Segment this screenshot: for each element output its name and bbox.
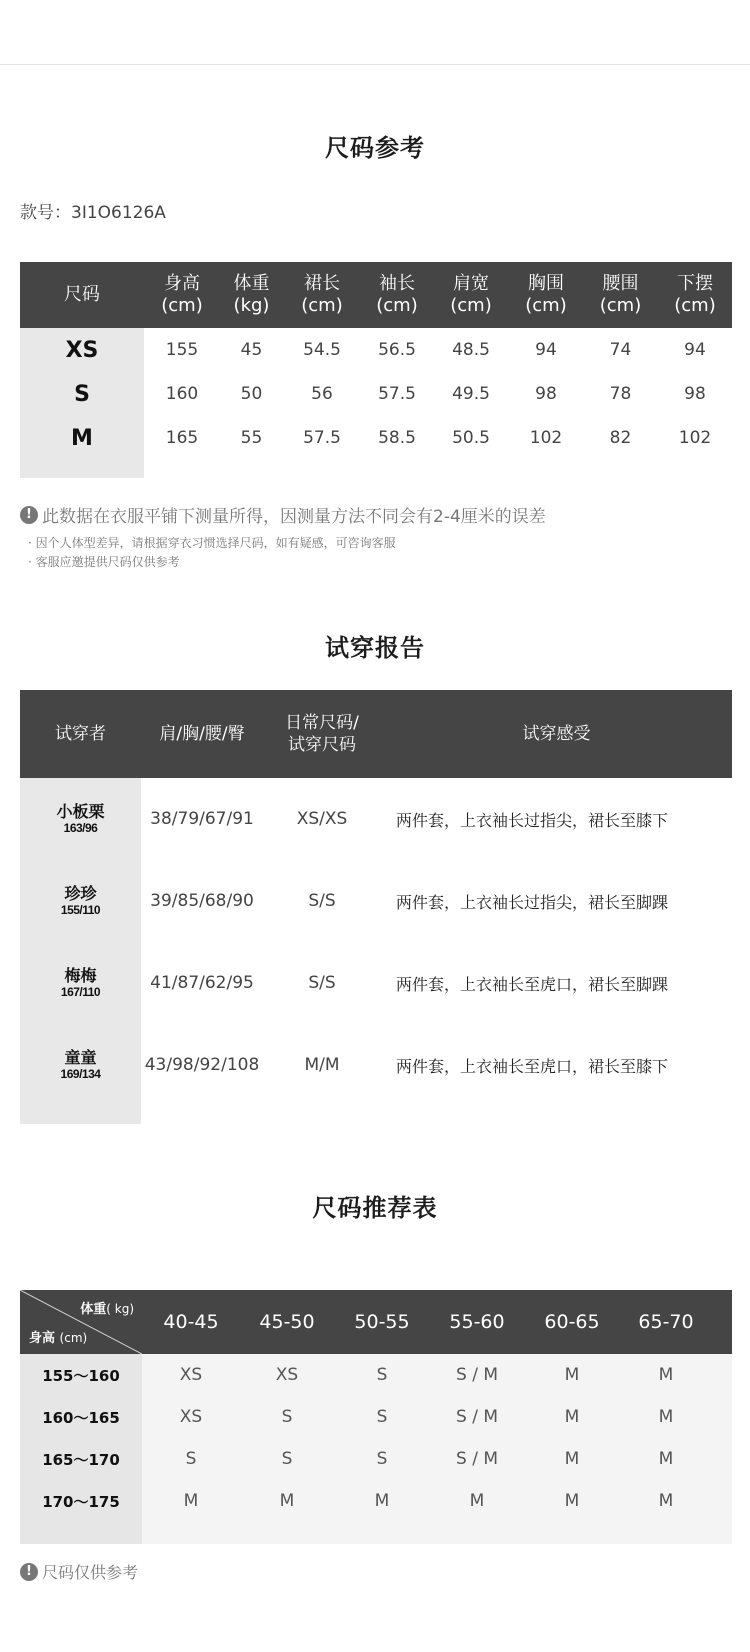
cell: 50.5 — [452, 428, 490, 448]
cell: 两件套，上衣袖长至虎口，裙长至膝下 — [396, 1056, 669, 1076]
cell: M — [564, 1491, 580, 1511]
cell: M — [469, 1491, 485, 1511]
cell: 165 — [165, 428, 199, 448]
table-row — [20, 942, 732, 1024]
cell: 155 — [165, 340, 199, 360]
cell: M — [183, 1491, 199, 1511]
header-sleeve-length: 袖长 (cm) — [376, 273, 418, 316]
tryon-title: 试穿报告 — [325, 634, 425, 662]
cell: M — [374, 1491, 390, 1511]
cell: XS/XS — [296, 809, 348, 829]
header-body-measure: 肩/胸/腰/臀 — [159, 724, 245, 744]
style-number: 款号：3I1O6126A — [20, 203, 166, 223]
cell: 56.5 — [378, 340, 416, 360]
weight-col: 50-55 — [354, 1311, 410, 1333]
cell: S — [281, 1407, 293, 1427]
cell: 56 — [311, 384, 333, 404]
header-hem: 下摆 (cm) — [674, 273, 716, 316]
tryon-table — [20, 690, 732, 1124]
cell: S/S — [308, 891, 336, 911]
header-size: 尺码 — [64, 284, 100, 305]
cell: 57.5 — [303, 428, 341, 448]
cell: S/S — [308, 973, 336, 993]
header-chest: 胸围 (cm) — [525, 273, 567, 316]
cell: 78 — [609, 384, 632, 404]
size-chart-title: 尺码参考 — [325, 134, 425, 162]
recommend-body — [20, 1354, 732, 1544]
weight-col: 60-65 — [544, 1311, 600, 1333]
weight-col: 65-70 — [638, 1311, 694, 1333]
table-row — [20, 1354, 732, 1396]
height-range: 155～160 — [42, 1366, 120, 1385]
height-range: 160～165 — [42, 1408, 120, 1427]
table-row — [20, 328, 732, 372]
exclamation-circle-icon: ! — [20, 1563, 38, 1581]
cell: S — [376, 1407, 388, 1427]
header-height: 身高 (cm) — [161, 273, 203, 316]
cell: 45 — [240, 340, 263, 360]
measurement-note-text: 此数据在衣服平铺下测量所得，因测量方法不同会有2-4厘米的误差 — [42, 507, 546, 527]
cell: S — [376, 1365, 388, 1385]
cell: 58.5 — [378, 428, 416, 448]
cell: 160 — [165, 384, 199, 404]
header-size: 日常尺码/ 试穿尺码 — [285, 713, 359, 755]
cell: 57.5 — [378, 384, 416, 404]
cell: 102 — [529, 428, 563, 448]
cell: S / M — [456, 1449, 498, 1469]
tryon-body — [20, 778, 732, 1124]
cell: 两件套，上衣袖长至虎口，裙长至脚踝 — [396, 974, 669, 994]
recommend-title: 尺码推荐表 — [312, 1194, 438, 1222]
cell: M/M — [304, 1055, 340, 1075]
cell: 两件套，上衣袖长过指尖，裙长至膝下 — [396, 810, 669, 830]
tester: 小板栗 163/96 — [56, 802, 105, 835]
cell: 54.5 — [303, 340, 341, 360]
reference-note — [20, 1560, 138, 1583]
size-label: XS — [65, 337, 99, 363]
table-row — [20, 416, 732, 460]
weight-col: 45-50 — [259, 1311, 315, 1333]
cell: 94 — [535, 340, 557, 360]
cell: 41/87/62/95 — [150, 973, 254, 993]
cell: 43/98/92/108 — [144, 1055, 260, 1075]
size-chart-header — [20, 262, 732, 328]
exclamation-circle-icon: ! — [20, 506, 38, 524]
sub-note: · 客服应邀提供尺码仅供参考 — [28, 555, 180, 569]
header-skirt-length: 裙长 (cm) — [301, 273, 343, 316]
cell: XS — [179, 1407, 203, 1427]
top-divider — [0, 64, 750, 65]
tryon-header — [20, 690, 732, 778]
cell: 两件套，上衣袖长过指尖，裙长至脚踝 — [396, 892, 669, 912]
cell: S — [376, 1449, 388, 1469]
tester: 童童 169/134 — [60, 1048, 101, 1081]
sub-note: · 因个人体型差异，请根据穿衣习惯选择尺码，如有疑感，可咨询客服 — [28, 536, 396, 550]
measurement-note — [20, 502, 546, 527]
height-range: 170～175 — [42, 1492, 120, 1511]
weight-col: 40-45 — [163, 1311, 219, 1333]
cell: XS — [275, 1365, 299, 1385]
cell: M — [658, 1365, 674, 1385]
cell: M — [658, 1491, 674, 1511]
weight-col: 55-60 — [449, 1311, 505, 1333]
size-label: S — [74, 381, 90, 407]
header-feeling: 试穿感受 — [522, 724, 591, 744]
cell: M — [658, 1449, 674, 1469]
cell: M — [564, 1407, 580, 1427]
header-shoulder: 肩宽 (cm) — [450, 273, 492, 316]
cell: S — [185, 1449, 197, 1469]
size-chart-table — [20, 262, 732, 478]
cell: 98 — [535, 384, 557, 404]
cell: 74 — [609, 340, 632, 360]
header-weight: 体重 (kg) — [233, 273, 270, 316]
height-range: 165～170 — [42, 1450, 120, 1469]
header-tester: 试穿者 — [55, 724, 106, 744]
table-row — [20, 778, 732, 860]
cell: 102 — [678, 428, 712, 448]
cell: 94 — [684, 340, 706, 360]
cell: M — [564, 1449, 580, 1469]
cell: 55 — [240, 428, 263, 448]
table-row — [20, 372, 732, 416]
tester: 珍珍 155/110 — [60, 884, 101, 917]
cell: 48.5 — [452, 340, 490, 360]
recommend-header — [20, 1290, 732, 1354]
cell: M — [564, 1365, 580, 1385]
cell: 49.5 — [452, 384, 490, 404]
size-label: M — [71, 425, 93, 451]
cell: 98 — [684, 384, 706, 404]
reference-note-text: 尺码仅供参考 — [42, 1563, 139, 1582]
table-row — [20, 860, 732, 942]
table-row — [20, 1024, 732, 1106]
table-row — [20, 1480, 732, 1522]
cell: 39/85/68/90 — [150, 891, 254, 911]
cell: M — [658, 1407, 674, 1427]
header-waist: 腰围 (cm) — [599, 273, 642, 316]
corner-height-label: 身高 (cm) — [29, 1331, 88, 1346]
cell: 82 — [609, 428, 632, 448]
size-chart-body — [20, 328, 732, 478]
cell: S / M — [456, 1407, 498, 1427]
cell: M — [279, 1491, 295, 1511]
header-corner — [20, 1290, 142, 1354]
corner-weight-label: 体重( kg) — [80, 1302, 134, 1317]
cell: S / M — [456, 1365, 498, 1385]
table-row — [20, 1438, 732, 1480]
recommend-table — [20, 1290, 732, 1544]
cell: XS — [179, 1365, 203, 1385]
cell: 38/79/67/91 — [150, 809, 254, 829]
cell: S — [281, 1449, 293, 1469]
cell: 50 — [240, 384, 263, 404]
table-row — [20, 1396, 732, 1438]
tester: 梅梅 167/110 — [60, 966, 101, 999]
